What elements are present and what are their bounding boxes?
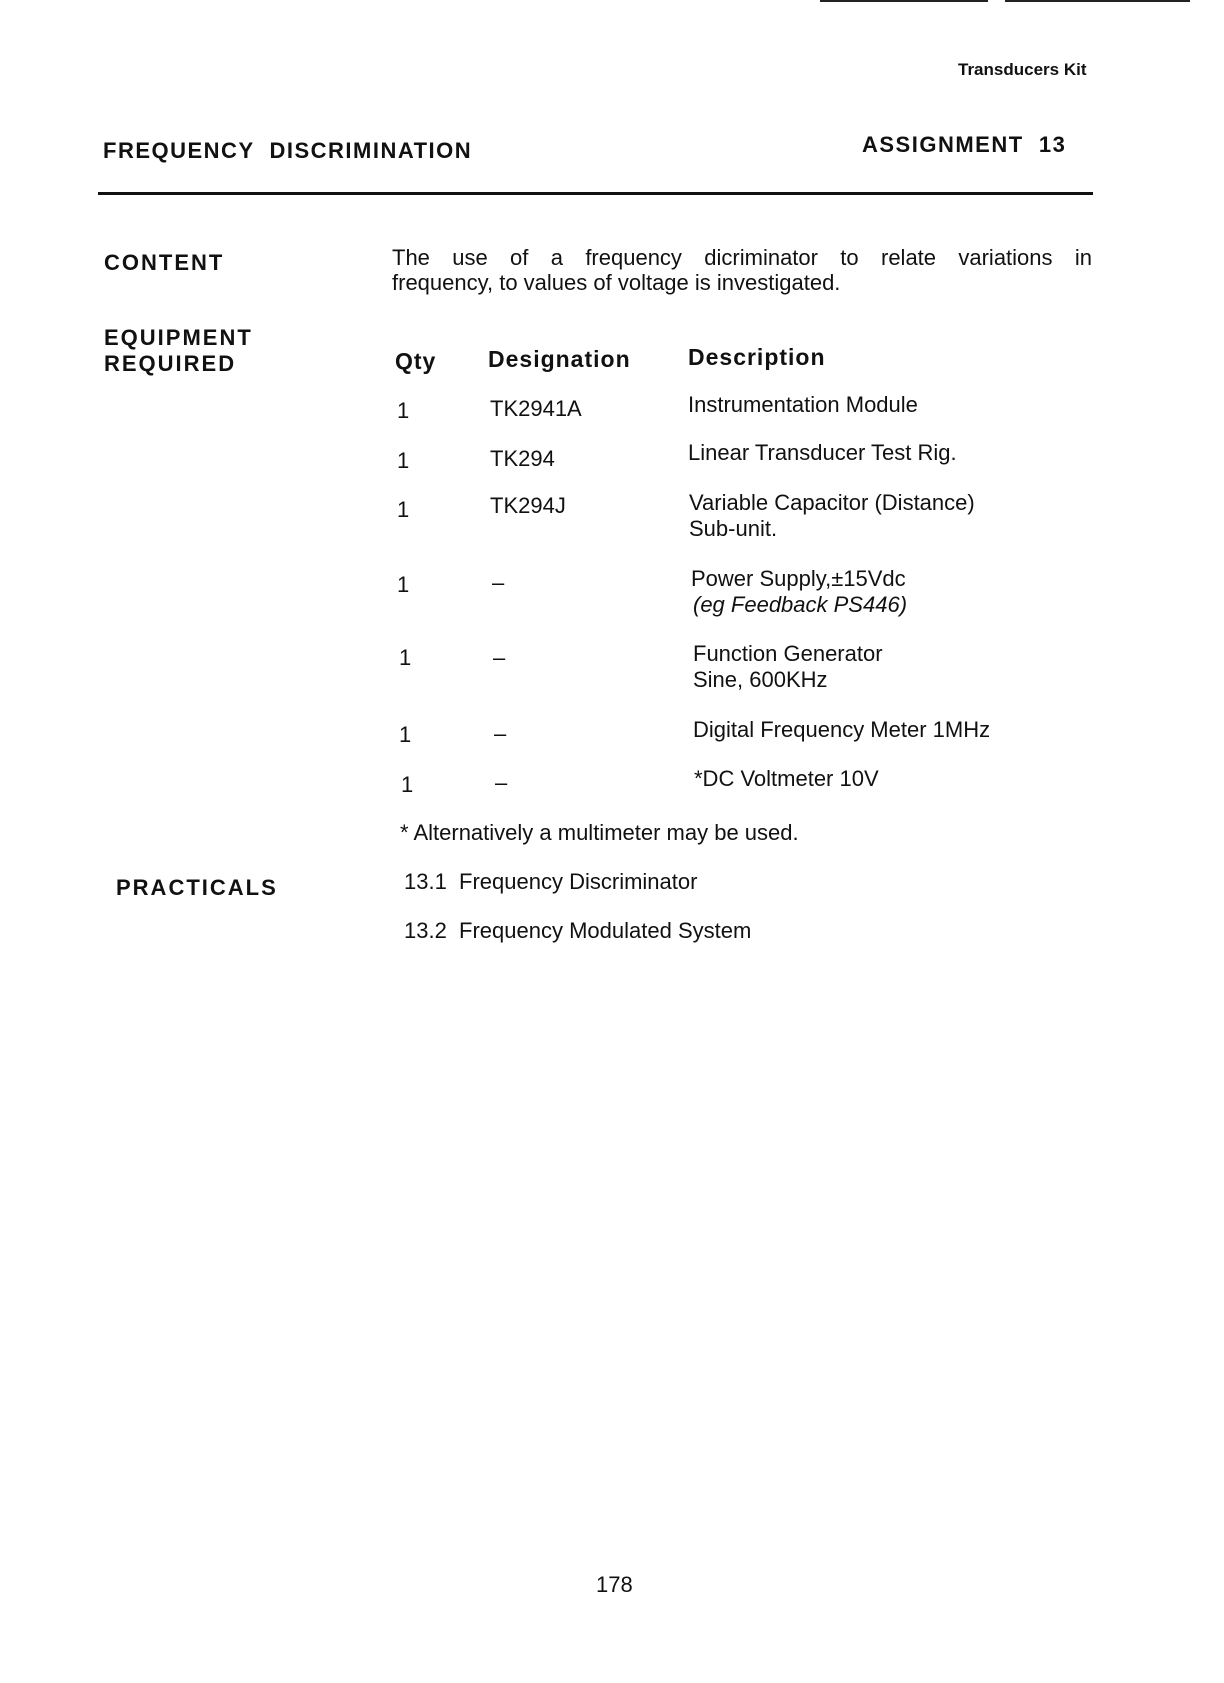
row-description: Instrumentation Module	[688, 392, 918, 417]
row-description-line2: (eg Feedback PS446)	[693, 592, 908, 617]
row-designation: TK294	[490, 446, 555, 471]
row-description: Variable Capacitor (Distance)	[689, 490, 975, 515]
row-description: *DC Voltmeter 10V	[694, 766, 879, 791]
row-designation: TK294J	[490, 493, 566, 518]
row-designation: –	[495, 770, 508, 795]
row-qty: 1	[399, 645, 412, 670]
row-designation: –	[492, 570, 505, 595]
description-header: Description	[688, 344, 826, 370]
qty-header: Qty	[395, 348, 437, 374]
assignment-number: ASSIGNMENT 13	[862, 132, 1067, 157]
row-qty: 1	[399, 722, 412, 747]
row-description-line2: Sub-unit.	[689, 516, 778, 541]
row-description: Power Supply,±15Vdc	[691, 566, 906, 591]
page-number: 178	[596, 1572, 633, 1597]
practicals-label: PRACTICALS	[116, 875, 278, 900]
row-description: Digital Frequency Meter 1MHz	[693, 717, 991, 742]
equipment-footnote: * Alternatively a multimeter may be used.	[400, 820, 799, 845]
equipment-label-line2: REQUIRED	[104, 351, 237, 376]
designation-header: Designation	[488, 346, 631, 372]
row-qty: 1	[397, 497, 410, 522]
kit-label: Transducers Kit	[958, 60, 1087, 79]
row-designation: TK2941A	[490, 396, 582, 421]
row-description-line2: Sine, 600KHz	[693, 667, 828, 692]
row-qty: 1	[397, 572, 410, 597]
row-qty: 1	[401, 772, 414, 797]
row-designation: –	[493, 645, 506, 670]
content-label: CONTENT	[104, 250, 225, 275]
top-edge-line	[1005, 0, 1190, 2]
practical-item: 13.1 Frequency Discriminator	[404, 869, 698, 894]
row-description: Linear Transducer Test Rig.	[688, 440, 957, 465]
equipment-label-line1: EQUIPMENT	[104, 325, 253, 350]
page-title: FREQUENCY DISCRIMINATION	[103, 138, 473, 163]
practical-item: 13.2 Frequency Modulated System	[404, 918, 752, 943]
header-rule	[98, 192, 1093, 195]
content-text-line2: frequency, to values of voltage is investigated.	[392, 270, 841, 295]
content-text-line1: The use of a frequency dicriminator to relate variations in	[392, 245, 1092, 270]
row-qty: 1	[397, 448, 410, 473]
row-description: Function Generator	[693, 641, 883, 666]
row-designation: –	[494, 721, 507, 746]
row-qty: 1	[397, 398, 410, 423]
top-edge-line	[820, 0, 988, 2]
